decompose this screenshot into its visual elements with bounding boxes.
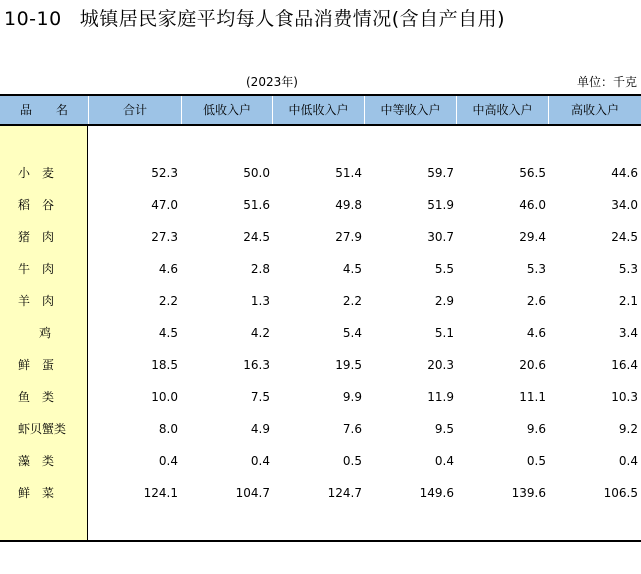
value-cell: 27.9 [335,230,362,244]
value-cell: 0.4 [618,454,638,468]
row-label-cell [0,317,87,349]
value-cell: 16.3 [243,358,270,372]
row-label: 猪 肉 [18,230,55,244]
year-note: (2023年) [246,75,298,89]
value-cell: 4.2 [250,326,270,340]
value-cell: 30.7 [427,230,454,244]
value-cell: 18.5 [151,358,178,372]
value-cell: 0.4 [158,454,178,468]
value-cell: 59.7 [427,166,454,180]
value-cell: 51.6 [243,198,270,212]
row-label: 鱼 类 [18,390,55,404]
table-row [0,413,641,445]
value-cell: 11.9 [427,390,454,404]
value-cell: 106.5 [603,486,638,500]
value-cell: 29.4 [519,230,546,244]
value-cell: 124.7 [327,486,362,500]
row-label: 鲜 菜 [18,486,55,500]
row-label: 虾贝蟹类 [18,422,67,436]
value-cell: 104.7 [235,486,270,500]
page-title [4,4,505,31]
value-cell: 124.1 [143,486,178,500]
bottom-rule [0,540,641,542]
value-cell: 9.6 [526,422,546,436]
value-cell: 56.5 [519,166,546,180]
row-label: 小 麦 [18,166,55,180]
value-cell: 2.2 [342,294,362,308]
value-cell: 51.4 [335,166,362,180]
value-cell: 5.4 [342,326,362,340]
unit-note: 单位：千克 [576,75,637,89]
table-row [0,253,641,285]
value-cell: 0.4 [250,454,270,468]
value-cell: 2.6 [526,294,546,308]
value-cell: 2.8 [250,262,270,276]
table-row [0,317,641,349]
value-cell: 49.8 [335,198,362,212]
table-row [0,381,641,413]
value-cell: 2.9 [434,294,454,308]
value-cell: 51.9 [427,198,454,212]
row-label: 鲜 蛋 [18,358,55,372]
row-label: 鸡 [38,326,51,340]
value-cell: 44.6 [611,166,638,180]
value-cell: 16.4 [611,358,638,372]
value-cell: 52.3 [151,166,178,180]
table-number: 10-10 [4,8,62,30]
value-cell: 27.3 [151,230,178,244]
row-label: 稻 谷 [18,198,55,212]
header-high-income: 高收入户 [570,103,619,117]
row-label-cell [0,285,87,317]
value-cell: 9.9 [342,390,362,404]
value-cell: 10.3 [611,390,638,404]
value-cell: 46.0 [519,198,546,212]
value-cell: 4.5 [342,262,362,276]
header-middle-income: 中等收入户 [380,103,441,117]
value-cell: 4.6 [526,326,546,340]
header-low-income: 低收入户 [202,103,251,117]
value-cell: 5.3 [526,262,546,276]
row-label-cell [0,413,87,445]
header-bottom-rule [0,124,641,126]
value-cell: 1.3 [250,294,270,308]
table-row [0,221,641,253]
value-cell: 9.2 [618,422,638,436]
value-cell: 5.5 [434,262,454,276]
row-label-cell [0,221,87,253]
value-cell: 0.5 [526,454,546,468]
value-cell: 4.9 [250,422,270,436]
value-cell: 24.5 [611,230,638,244]
table-title: 城镇居民家庭平均每人食品消费情况(含自产自用) [79,8,506,30]
table-row [0,189,641,221]
value-cell: 19.5 [335,358,362,372]
value-cell: 2.2 [158,294,178,308]
value-cell: 8.0 [158,422,178,436]
value-cell: 50.0 [243,166,270,180]
value-cell: 34.0 [611,198,638,212]
row-label-cell [0,477,87,509]
row-label-cell [0,253,87,285]
value-cell: 20.6 [519,358,546,372]
value-cell: 7.5 [250,390,270,404]
row-label-cell [0,157,87,189]
row-label: 藻 类 [18,454,55,468]
table-row [0,157,641,189]
value-cell: 10.0 [151,390,178,404]
value-cell: 7.6 [342,422,362,436]
row-label-cell [0,381,87,413]
row-label: 牛 肉 [18,262,55,276]
value-cell: 11.1 [519,390,546,404]
table-row [0,349,641,381]
value-cell: 0.5 [342,454,362,468]
header-upper-middle-income: 中高收入户 [472,103,533,117]
value-cell: 47.0 [151,198,178,212]
row-label-cell [0,445,87,477]
value-cell: 24.5 [243,230,270,244]
value-cell: 4.6 [158,262,178,276]
table-row [0,445,641,477]
header-total: 合计 [122,103,147,117]
value-cell: 20.3 [427,358,454,372]
value-cell: 5.3 [618,262,638,276]
table-row [0,477,641,509]
header-item-name: 品 名 [19,103,68,117]
value-cell: 9.5 [434,422,454,436]
value-cell: 4.5 [158,326,178,340]
row-label-cell [0,189,87,221]
value-cell: 0.4 [434,454,454,468]
row-label: 羊 肉 [18,294,55,308]
row-label-cell [0,349,87,381]
table-row [0,285,641,317]
value-cell: 149.6 [419,486,454,500]
value-cell: 2.1 [618,294,638,308]
table-header [0,96,641,124]
value-cell: 139.6 [511,486,546,500]
value-cell: 5.1 [434,326,454,340]
value-cell: 3.4 [618,326,638,340]
header-lower-middle-income: 中低收入户 [288,103,349,117]
